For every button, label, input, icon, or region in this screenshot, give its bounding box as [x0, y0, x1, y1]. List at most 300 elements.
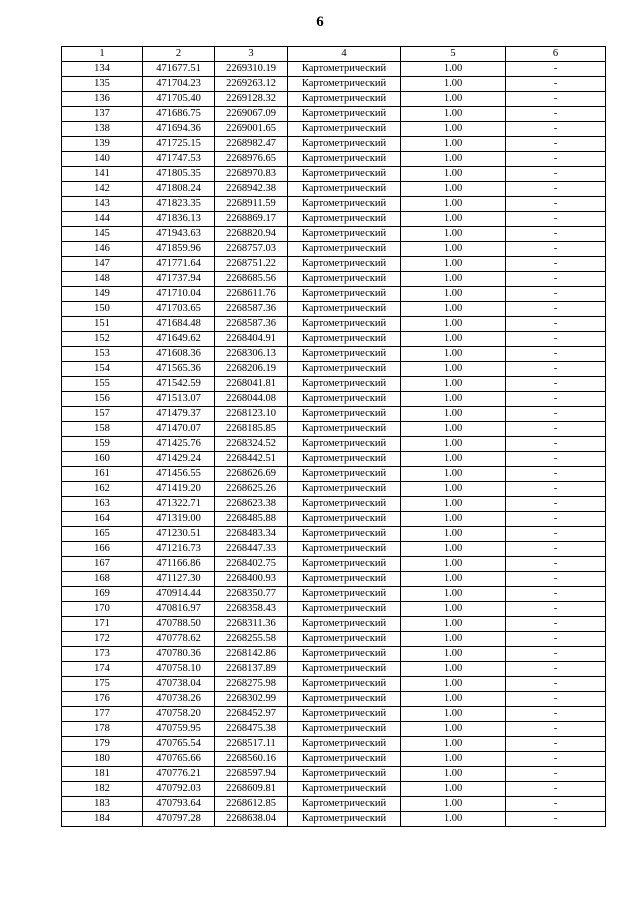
y-coordinate-cell: 2268442.51 — [215, 452, 288, 467]
method-cell: Картометрический — [288, 632, 401, 647]
description-cell: - — [506, 707, 606, 722]
y-coordinate-cell: 2268302.99 — [215, 692, 288, 707]
description-cell: - — [506, 497, 606, 512]
method-cell: Картометрический — [288, 797, 401, 812]
point-number-cell: 175 — [62, 677, 143, 692]
point-number-cell: 169 — [62, 587, 143, 602]
y-coordinate-cell: 2268976.65 — [215, 152, 288, 167]
method-cell: Картометрический — [288, 437, 401, 452]
method-cell: Картометрический — [288, 497, 401, 512]
point-number-cell: 183 — [62, 797, 143, 812]
x-coordinate-cell: 470792.03 — [143, 782, 215, 797]
y-coordinate-cell: 2268485.88 — [215, 512, 288, 527]
x-coordinate-cell: 470758.20 — [143, 707, 215, 722]
description-cell: - — [506, 542, 606, 557]
x-coordinate-cell: 471836.13 — [143, 212, 215, 227]
method-cell: Картометрический — [288, 752, 401, 767]
x-coordinate-cell: 471859.96 — [143, 242, 215, 257]
table-row — [62, 152, 606, 167]
description-cell: - — [506, 572, 606, 587]
point-number-cell: 156 — [62, 392, 143, 407]
table-row — [62, 257, 606, 272]
description-cell: - — [506, 812, 606, 827]
accuracy-cell: 1.00 — [401, 377, 506, 392]
y-coordinate-cell: 2269128.32 — [215, 92, 288, 107]
method-cell: Картометрический — [288, 287, 401, 302]
table-row — [62, 707, 606, 722]
accuracy-cell: 1.00 — [401, 542, 506, 557]
accuracy-cell: 1.00 — [401, 527, 506, 542]
description-cell: - — [506, 107, 606, 122]
table-row — [62, 332, 606, 347]
y-coordinate-cell: 2268517.11 — [215, 737, 288, 752]
accuracy-cell: 1.00 — [401, 212, 506, 227]
x-coordinate-cell: 471425.76 — [143, 437, 215, 452]
y-coordinate-cell: 2268041.81 — [215, 377, 288, 392]
y-coordinate-cell: 2268638.04 — [215, 812, 288, 827]
point-number-cell: 170 — [62, 602, 143, 617]
accuracy-cell: 1.00 — [401, 347, 506, 362]
point-number-cell: 174 — [62, 662, 143, 677]
y-coordinate-cell: 2268609.81 — [215, 782, 288, 797]
accuracy-cell: 1.00 — [401, 467, 506, 482]
table-row — [62, 512, 606, 527]
description-cell: - — [506, 767, 606, 782]
table-row — [62, 767, 606, 782]
accuracy-cell: 1.00 — [401, 662, 506, 677]
y-coordinate-cell: 2268560.16 — [215, 752, 288, 767]
description-cell: - — [506, 602, 606, 617]
table-row — [62, 467, 606, 482]
table-row — [62, 317, 606, 332]
description-cell: - — [506, 182, 606, 197]
description-cell: - — [506, 722, 606, 737]
x-coordinate-cell: 471737.94 — [143, 272, 215, 287]
x-coordinate-cell: 471565.36 — [143, 362, 215, 377]
description-cell: - — [506, 392, 606, 407]
table-row — [62, 122, 606, 137]
point-number-cell: 140 — [62, 152, 143, 167]
y-coordinate-cell: 2268311.36 — [215, 617, 288, 632]
table-row — [62, 377, 606, 392]
y-coordinate-cell: 2268751.22 — [215, 257, 288, 272]
accuracy-cell: 1.00 — [401, 407, 506, 422]
accuracy-cell: 1.00 — [401, 242, 506, 257]
y-coordinate-cell: 2268587.36 — [215, 302, 288, 317]
x-coordinate-cell: 470776.21 — [143, 767, 215, 782]
description-cell: - — [506, 752, 606, 767]
accuracy-cell: 1.00 — [401, 152, 506, 167]
y-coordinate-cell: 2268587.36 — [215, 317, 288, 332]
description-cell: - — [506, 257, 606, 272]
point-number-cell: 176 — [62, 692, 143, 707]
table-row — [62, 92, 606, 107]
x-coordinate-cell: 471771.64 — [143, 257, 215, 272]
x-coordinate-cell: 471608.36 — [143, 347, 215, 362]
method-cell: Картометрический — [288, 572, 401, 587]
table-row — [62, 482, 606, 497]
x-coordinate-cell: 471823.35 — [143, 197, 215, 212]
accuracy-cell: 1.00 — [401, 227, 506, 242]
accuracy-cell: 1.00 — [401, 782, 506, 797]
table-row — [62, 677, 606, 692]
x-coordinate-cell: 470914.44 — [143, 587, 215, 602]
point-number-cell: 146 — [62, 242, 143, 257]
accuracy-cell: 1.00 — [401, 752, 506, 767]
method-cell: Картометрический — [288, 557, 401, 572]
x-coordinate-cell: 471808.24 — [143, 182, 215, 197]
table-row — [62, 227, 606, 242]
x-coordinate-cell: 471542.59 — [143, 377, 215, 392]
description-cell: - — [506, 437, 606, 452]
y-coordinate-cell: 2268358.43 — [215, 602, 288, 617]
accuracy-cell: 1.00 — [401, 317, 506, 332]
accuracy-cell: 1.00 — [401, 362, 506, 377]
method-cell: Картометрический — [288, 812, 401, 827]
description-cell: - — [506, 317, 606, 332]
accuracy-cell: 1.00 — [401, 122, 506, 137]
accuracy-cell: 1.00 — [401, 107, 506, 122]
description-cell: - — [506, 242, 606, 257]
x-coordinate-cell: 471419.20 — [143, 482, 215, 497]
point-number-cell: 172 — [62, 632, 143, 647]
accuracy-cell: 1.00 — [401, 512, 506, 527]
accuracy-cell: 1.00 — [401, 437, 506, 452]
y-coordinate-cell: 2268820.94 — [215, 227, 288, 242]
point-number-cell: 180 — [62, 752, 143, 767]
point-number-cell: 182 — [62, 782, 143, 797]
method-cell: Картометрический — [288, 392, 401, 407]
x-coordinate-cell: 470816.97 — [143, 602, 215, 617]
x-coordinate-cell: 471710.04 — [143, 287, 215, 302]
accuracy-cell: 1.00 — [401, 722, 506, 737]
table-row — [62, 167, 606, 182]
table-row — [62, 632, 606, 647]
description-cell: - — [506, 422, 606, 437]
x-coordinate-cell: 471705.40 — [143, 92, 215, 107]
table-row — [62, 437, 606, 452]
y-coordinate-cell: 2268611.76 — [215, 287, 288, 302]
accuracy-cell: 1.00 — [401, 602, 506, 617]
x-coordinate-cell: 471694.36 — [143, 122, 215, 137]
x-coordinate-cell: 470780.36 — [143, 647, 215, 662]
point-number-cell: 141 — [62, 167, 143, 182]
point-number-cell: 139 — [62, 137, 143, 152]
description-cell: - — [506, 452, 606, 467]
accuracy-cell: 1.00 — [401, 392, 506, 407]
table-row — [62, 452, 606, 467]
method-cell: Картометрический — [288, 347, 401, 362]
table-row — [62, 737, 606, 752]
column-header: 3 — [215, 47, 288, 62]
x-coordinate-cell: 471322.71 — [143, 497, 215, 512]
table-row — [62, 572, 606, 587]
table-row — [62, 722, 606, 737]
y-coordinate-cell: 2268402.75 — [215, 557, 288, 572]
point-number-cell: 157 — [62, 407, 143, 422]
accuracy-cell: 1.00 — [401, 62, 506, 77]
y-coordinate-cell: 2268255.58 — [215, 632, 288, 647]
method-cell: Картометрический — [288, 242, 401, 257]
accuracy-cell: 1.00 — [401, 257, 506, 272]
table-row — [62, 617, 606, 632]
y-coordinate-cell: 2268275.98 — [215, 677, 288, 692]
point-number-cell: 137 — [62, 107, 143, 122]
x-coordinate-cell: 471513.07 — [143, 392, 215, 407]
table-body — [62, 62, 606, 827]
y-coordinate-cell: 2268404.91 — [215, 332, 288, 347]
x-coordinate-cell: 471725.15 — [143, 137, 215, 152]
table-row — [62, 557, 606, 572]
point-number-cell: 173 — [62, 647, 143, 662]
column-header: 4 — [288, 47, 401, 62]
y-coordinate-cell: 2269310.19 — [215, 62, 288, 77]
table-row — [62, 392, 606, 407]
point-number-cell: 134 — [62, 62, 143, 77]
table-row — [62, 662, 606, 677]
description-cell: - — [506, 332, 606, 347]
accuracy-cell: 1.00 — [401, 737, 506, 752]
table-row — [62, 362, 606, 377]
x-coordinate-cell: 470788.50 — [143, 617, 215, 632]
y-coordinate-cell: 2268206.19 — [215, 362, 288, 377]
x-coordinate-cell: 471686.75 — [143, 107, 215, 122]
table-row — [62, 422, 606, 437]
y-coordinate-cell: 2268982.47 — [215, 137, 288, 152]
point-number-cell: 147 — [62, 257, 143, 272]
method-cell: Картометрический — [288, 137, 401, 152]
point-number-cell: 155 — [62, 377, 143, 392]
table-header-row — [62, 47, 606, 62]
y-coordinate-cell: 2268757.03 — [215, 242, 288, 257]
method-cell: Картометрический — [288, 452, 401, 467]
method-cell: Картометрический — [288, 332, 401, 347]
accuracy-cell: 1.00 — [401, 77, 506, 92]
description-cell: - — [506, 167, 606, 182]
method-cell: Картометрический — [288, 602, 401, 617]
method-cell: Картометрический — [288, 527, 401, 542]
accuracy-cell: 1.00 — [401, 707, 506, 722]
x-coordinate-cell: 470765.66 — [143, 752, 215, 767]
table-row — [62, 77, 606, 92]
accuracy-cell: 1.00 — [401, 332, 506, 347]
y-coordinate-cell: 2268447.33 — [215, 542, 288, 557]
point-number-cell: 161 — [62, 467, 143, 482]
x-coordinate-cell: 471704.23 — [143, 77, 215, 92]
y-coordinate-cell: 2268483.34 — [215, 527, 288, 542]
description-cell: - — [506, 587, 606, 602]
description-cell: - — [506, 662, 606, 677]
accuracy-cell: 1.00 — [401, 632, 506, 647]
table-row — [62, 782, 606, 797]
point-number-cell: 178 — [62, 722, 143, 737]
y-coordinate-cell: 2268142.86 — [215, 647, 288, 662]
table-row — [62, 287, 606, 302]
point-number-cell: 166 — [62, 542, 143, 557]
point-number-cell: 162 — [62, 482, 143, 497]
description-cell: - — [506, 692, 606, 707]
point-number-cell: 149 — [62, 287, 143, 302]
method-cell: Картометрический — [288, 722, 401, 737]
description-cell: - — [506, 677, 606, 692]
method-cell: Картометрический — [288, 272, 401, 287]
method-cell: Картометрический — [288, 422, 401, 437]
y-coordinate-cell: 2268324.52 — [215, 437, 288, 452]
description-cell: - — [506, 122, 606, 137]
description-cell: - — [506, 227, 606, 242]
accuracy-cell: 1.00 — [401, 797, 506, 812]
y-coordinate-cell: 2268612.85 — [215, 797, 288, 812]
method-cell: Картометрический — [288, 302, 401, 317]
table-row — [62, 302, 606, 317]
table-row — [62, 797, 606, 812]
page-number: 6 — [316, 14, 324, 30]
point-number-cell: 167 — [62, 557, 143, 572]
table-row — [62, 182, 606, 197]
description-cell: - — [506, 512, 606, 527]
description-cell: - — [506, 272, 606, 287]
method-cell: Картометрический — [288, 737, 401, 752]
method-cell: Картометрический — [288, 647, 401, 662]
x-coordinate-cell: 470738.26 — [143, 692, 215, 707]
method-cell: Картометрический — [288, 122, 401, 137]
accuracy-cell: 1.00 — [401, 287, 506, 302]
method-cell: Картометрический — [288, 617, 401, 632]
x-coordinate-cell: 471470.07 — [143, 422, 215, 437]
y-coordinate-cell: 2268044.08 — [215, 392, 288, 407]
table-row — [62, 752, 606, 767]
table-row — [62, 497, 606, 512]
accuracy-cell: 1.00 — [401, 572, 506, 587]
method-cell: Картометрический — [288, 542, 401, 557]
point-number-cell: 153 — [62, 347, 143, 362]
method-cell: Картометрический — [288, 62, 401, 77]
method-cell: Картометрический — [288, 407, 401, 422]
method-cell: Картометрический — [288, 362, 401, 377]
point-number-cell: 181 — [62, 767, 143, 782]
y-coordinate-cell: 2268869.17 — [215, 212, 288, 227]
y-coordinate-cell: 2269001.65 — [215, 122, 288, 137]
point-number-cell: 164 — [62, 512, 143, 527]
accuracy-cell: 1.00 — [401, 692, 506, 707]
description-cell: - — [506, 797, 606, 812]
method-cell: Картометрический — [288, 92, 401, 107]
method-cell: Картометрический — [288, 197, 401, 212]
y-coordinate-cell: 2269263.12 — [215, 77, 288, 92]
y-coordinate-cell: 2269067.09 — [215, 107, 288, 122]
x-coordinate-cell: 471319.00 — [143, 512, 215, 527]
point-number-cell: 138 — [62, 122, 143, 137]
x-coordinate-cell: 470759.95 — [143, 722, 215, 737]
table-row — [62, 347, 606, 362]
y-coordinate-cell: 2268597.94 — [215, 767, 288, 782]
description-cell: - — [506, 632, 606, 647]
accuracy-cell: 1.00 — [401, 92, 506, 107]
table-row — [62, 647, 606, 662]
accuracy-cell: 1.00 — [401, 617, 506, 632]
y-coordinate-cell: 2268475.38 — [215, 722, 288, 737]
table-row — [62, 602, 606, 617]
table-row — [62, 137, 606, 152]
y-coordinate-cell: 2268625.26 — [215, 482, 288, 497]
table-row — [62, 212, 606, 227]
table-row — [62, 272, 606, 287]
point-number-cell: 163 — [62, 497, 143, 512]
coordinates-table — [61, 46, 606, 827]
point-number-cell: 177 — [62, 707, 143, 722]
accuracy-cell: 1.00 — [401, 137, 506, 152]
x-coordinate-cell: 471216.73 — [143, 542, 215, 557]
description-cell: - — [506, 782, 606, 797]
y-coordinate-cell: 2268306.13 — [215, 347, 288, 362]
y-coordinate-cell: 2268685.56 — [215, 272, 288, 287]
description-cell: - — [506, 212, 606, 227]
table-row — [62, 62, 606, 77]
x-coordinate-cell: 471703.65 — [143, 302, 215, 317]
point-number-cell: 152 — [62, 332, 143, 347]
method-cell: Картометрический — [288, 692, 401, 707]
method-cell: Картометрический — [288, 212, 401, 227]
accuracy-cell: 1.00 — [401, 647, 506, 662]
description-cell: - — [506, 407, 606, 422]
point-number-cell: 184 — [62, 812, 143, 827]
x-coordinate-cell: 471230.51 — [143, 527, 215, 542]
method-cell: Картометрический — [288, 482, 401, 497]
y-coordinate-cell: 2268137.89 — [215, 662, 288, 677]
x-coordinate-cell: 470765.54 — [143, 737, 215, 752]
point-number-cell: 168 — [62, 572, 143, 587]
x-coordinate-cell: 471429.24 — [143, 452, 215, 467]
table-row — [62, 587, 606, 602]
point-number-cell: 151 — [62, 317, 143, 332]
x-coordinate-cell: 471479.37 — [143, 407, 215, 422]
table-row — [62, 542, 606, 557]
description-cell: - — [506, 647, 606, 662]
y-coordinate-cell: 2268123.10 — [215, 407, 288, 422]
y-coordinate-cell: 2268400.93 — [215, 572, 288, 587]
description-cell: - — [506, 617, 606, 632]
point-number-cell: 154 — [62, 362, 143, 377]
method-cell: Картометрический — [288, 317, 401, 332]
accuracy-cell: 1.00 — [401, 677, 506, 692]
method-cell: Картометрический — [288, 662, 401, 677]
accuracy-cell: 1.00 — [401, 812, 506, 827]
point-number-cell: 159 — [62, 437, 143, 452]
x-coordinate-cell: 471166.86 — [143, 557, 215, 572]
method-cell: Картометрический — [288, 167, 401, 182]
description-cell: - — [506, 197, 606, 212]
x-coordinate-cell: 471805.35 — [143, 167, 215, 182]
table-row — [62, 107, 606, 122]
table-row — [62, 812, 606, 827]
column-header: 2 — [143, 47, 215, 62]
accuracy-cell: 1.00 — [401, 422, 506, 437]
method-cell: Картометрический — [288, 107, 401, 122]
point-number-cell: 158 — [62, 422, 143, 437]
x-coordinate-cell: 470738.04 — [143, 677, 215, 692]
y-coordinate-cell: 2268452.97 — [215, 707, 288, 722]
y-coordinate-cell: 2268911.59 — [215, 197, 288, 212]
method-cell: Картометрический — [288, 182, 401, 197]
y-coordinate-cell: 2268942.38 — [215, 182, 288, 197]
point-number-cell: 171 — [62, 617, 143, 632]
accuracy-cell: 1.00 — [401, 767, 506, 782]
y-coordinate-cell: 2268626.69 — [215, 467, 288, 482]
description-cell: - — [506, 92, 606, 107]
description-cell: - — [506, 302, 606, 317]
x-coordinate-cell: 471649.62 — [143, 332, 215, 347]
description-cell: - — [506, 377, 606, 392]
